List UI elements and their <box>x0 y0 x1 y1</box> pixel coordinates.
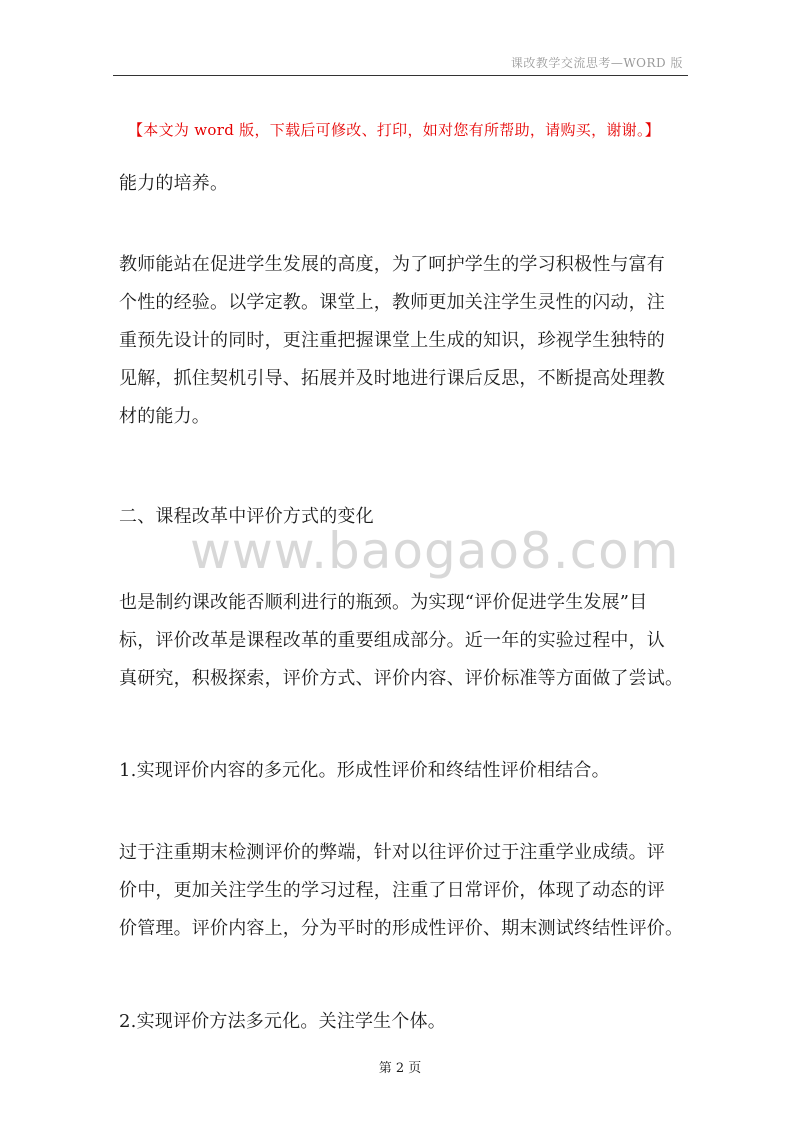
subheading-text: 2.实现评价方法多元化。关注学生个体。 <box>119 1011 446 1032</box>
paragraph-line: 过于注重期末检测评价的弊端，针对以往评价过于注重学业成绩。评 <box>119 842 665 863</box>
paragraph-line: 材的能力。 <box>119 406 210 427</box>
paragraph-line: 也是制约课改能否顺利进行的瓶颈。为实现“评价促进学生发展”目 <box>119 592 648 613</box>
paragraph-line: 真研究，积极探索，评价方式、评价内容、评价标准等方面做了尝试。 <box>119 668 684 689</box>
paragraph-line: 见解，抓住契机引导、拓展并及时地进行课后反思，不断提高处理教 <box>119 368 665 389</box>
header-title: 课改教学交流思考—WORD 版 <box>510 56 683 70</box>
paragraph-line: 教师能站在促进学生发展的高度，为了呵护学生的学习积极性与富有 <box>119 254 665 275</box>
header-divider <box>113 75 688 76</box>
paragraph-line: 价中，更加关注学生的学习过程，注重了日常评价，体现了动态的评 <box>119 880 665 901</box>
paragraph-3 <box>119 584 694 698</box>
section-heading-text: 二、课程改革中评价方式的变化 <box>119 506 374 527</box>
section-heading <box>119 498 694 536</box>
subheading-text: 1.实现评价内容的多元化。形成性评价和终结性评价相结合。 <box>119 760 610 781</box>
watermark: www.baogao8.com <box>190 522 680 580</box>
page-number: 第 2 页 <box>378 1061 422 1076</box>
paragraph-4 <box>119 834 694 948</box>
paragraph-line: 价管理。评价内容上，分为平时的形成性评价、期末测试终结性评价。 <box>119 918 684 939</box>
paragraph-line: 能力的培养。 <box>119 173 229 194</box>
download-notice: 【本文为 word 版，下载后可修改、打印，如对您有所帮助，请购买，谢谢。】 <box>128 121 661 139</box>
subheading-2 <box>119 1003 694 1041</box>
paragraph-2 <box>119 246 694 436</box>
paragraph-line: 重预先设计的同时，更注重把握课堂上生成的知识，珍视学生独特的 <box>119 330 665 351</box>
paragraph-1 <box>119 165 694 203</box>
paragraph-line: 标，评价改革是课程改革的重要组成部分。近一年的实验过程中，认 <box>119 630 665 651</box>
subheading-1 <box>119 752 694 790</box>
paragraph-line: 个性的经验。以学定教。课堂上，教师更加关注学生灵性的闪动，注 <box>119 292 665 313</box>
